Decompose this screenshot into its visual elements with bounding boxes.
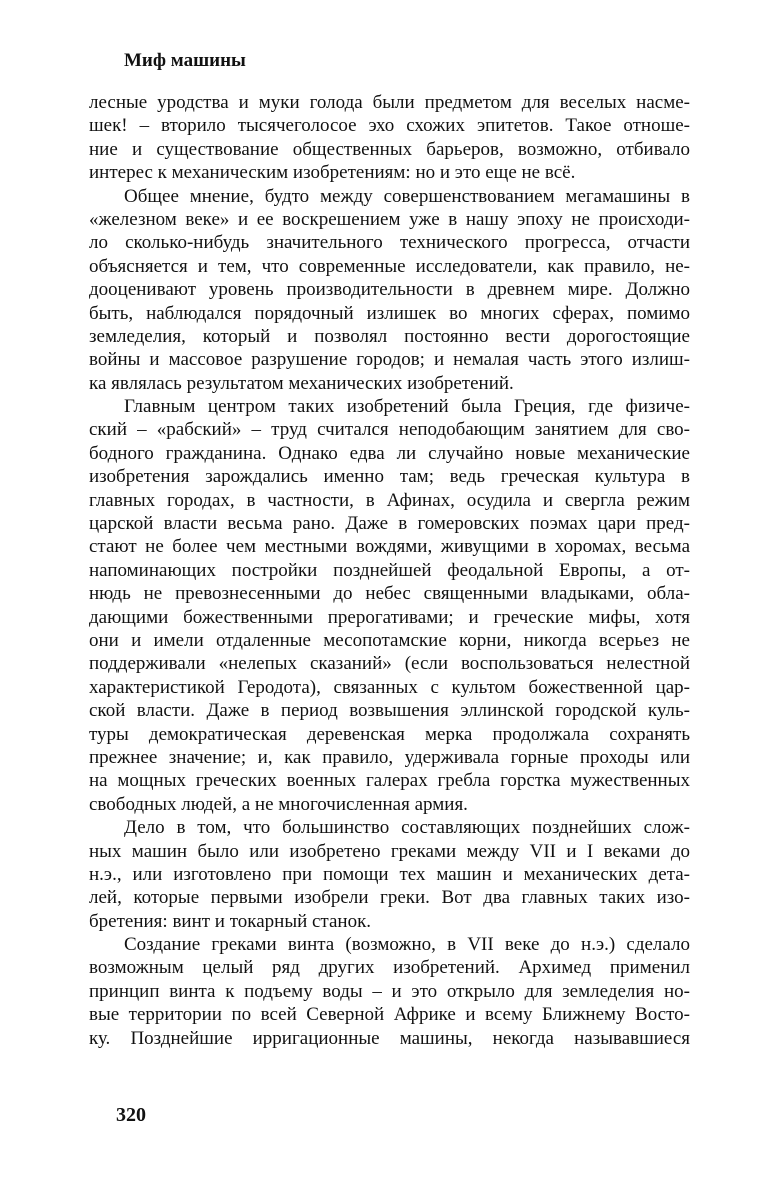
text-line: Общее мнение, будто между совершенствованием мегамашины в [124,185,690,207]
text-line: бретения: винт и токарный станок. [89,910,372,932]
running-head: Миф машины [124,50,246,71]
text-line: ка являлась результатом механических изобретений. [89,372,514,394]
text-line: быть, наблюдался порядочный излишек во многих сферах, помимо [89,302,690,324]
text-line: царской власти весьма рано. Даже в гомеровских поэмах цари пред- [89,513,690,535]
text-line: н.э., или изготовлено при помощи тех машин и механических дета- [89,863,690,885]
paragraph [89,395,690,816]
page-number: 320 [116,1104,146,1126]
text-line: объясняется и тем, что современные исследователи, как правило, не- [89,255,690,277]
text-line: Главным центром таких изобретений была Греция, где физиче- [124,396,690,418]
text-line: лесные уродства и муки голода были предметом для веселых насме- [89,92,690,113]
paragraph [89,816,690,933]
text-line: изобретения зарождались именно там; ведь греческая культура в [89,466,690,488]
text-line: принцип винта к подъему воды – и это открыло для земледелия но- [89,980,690,1002]
paragraph [89,185,690,396]
text-line: шек! – вторило тысячеголосое эхо схожих эпитетов. Такое отноше- [89,115,690,137]
text-line: стают не более чем местными вождями, живущими в хоромах, весьма [89,536,690,558]
text-line: вые территории по всей Северной Африке и всему Ближнему Восто- [89,1004,690,1026]
text-line: возможным целый ряд других изобретений. Архимед применил [89,957,690,979]
text-line: интерес к механическим изобретениям: но и это еще не всё. [89,162,576,184]
text-line: нюдь не превознесенными до небес священными владыками, обла- [89,583,690,605]
paragraph [89,91,690,185]
text-line: ние и существование общественных барьеров, возможно, отбивало [89,138,690,160]
text-line: ных машин было или изобретено греками между VII и I веками до [89,840,690,862]
text-line: туры демократическая деревенская мерка продолжала сохранять [89,723,690,745]
text-line: Дело в том, что большинство составляющих позднейших слож- [124,817,690,839]
text-line: Создание греками винта (возможно, в VII веке до н.э.) сделало [124,934,690,956]
body-text [89,91,690,1050]
text-line: дающими божественными прерогативами; и греческие мифы, хотя [89,606,690,628]
text-line: на мощных греческих военных галерах гребла горстка мужественных [89,770,690,792]
text-line: земледелия, который и позволял постоянно вести дорогостоящие [89,325,690,347]
text-line: ский – «рабский» – труд считался неподобающим занятием для сво- [89,419,690,441]
text-line: главных городах, в частности, в Афинах, осудила и свергла режим [89,489,690,511]
text-line: ской власти. Даже в период возвышения эллинской городской куль- [89,700,690,722]
text-line: войны и массовое разрушение городов; и немалая часть этого излиш- [89,349,690,371]
text-line: дооценивают уровень производительности в древнем мире. Должно [89,279,690,301]
text-line: прежнее значение; и, как правило, удерживала горные проходы или [89,746,690,768]
text-line: бодного гражданина. Однако едва ли случайно новые механические [89,442,690,464]
text-line: напоминающих постройки позднейшей феодальной Европы, а от- [89,559,690,581]
text-line: лей, которые первыми изобрели греки. Вот два главных таких изо- [89,887,690,909]
text-line: свободных людей, а не многочисленная армия. [89,793,468,815]
text-line: поддерживали «нелепых сказаний» (если воспользоваться нелестной [89,653,690,675]
text-line: ло сколько-нибудь значительного технического прогресса, отчасти [89,232,690,254]
text-line: характеристикой Геродота), связанных с культом божественной цар- [89,676,690,698]
text-line: ку. Позднейшие ирригационные машины, некогда называвшиеся [89,1027,690,1049]
paragraph [89,933,690,1050]
text-line: они и имели отдаленные месопотамские корни, никогда всерьез не [89,629,690,651]
text-line: «железном веке» и ее воскрешением уже в нашу эпоху не происходи- [89,208,690,230]
